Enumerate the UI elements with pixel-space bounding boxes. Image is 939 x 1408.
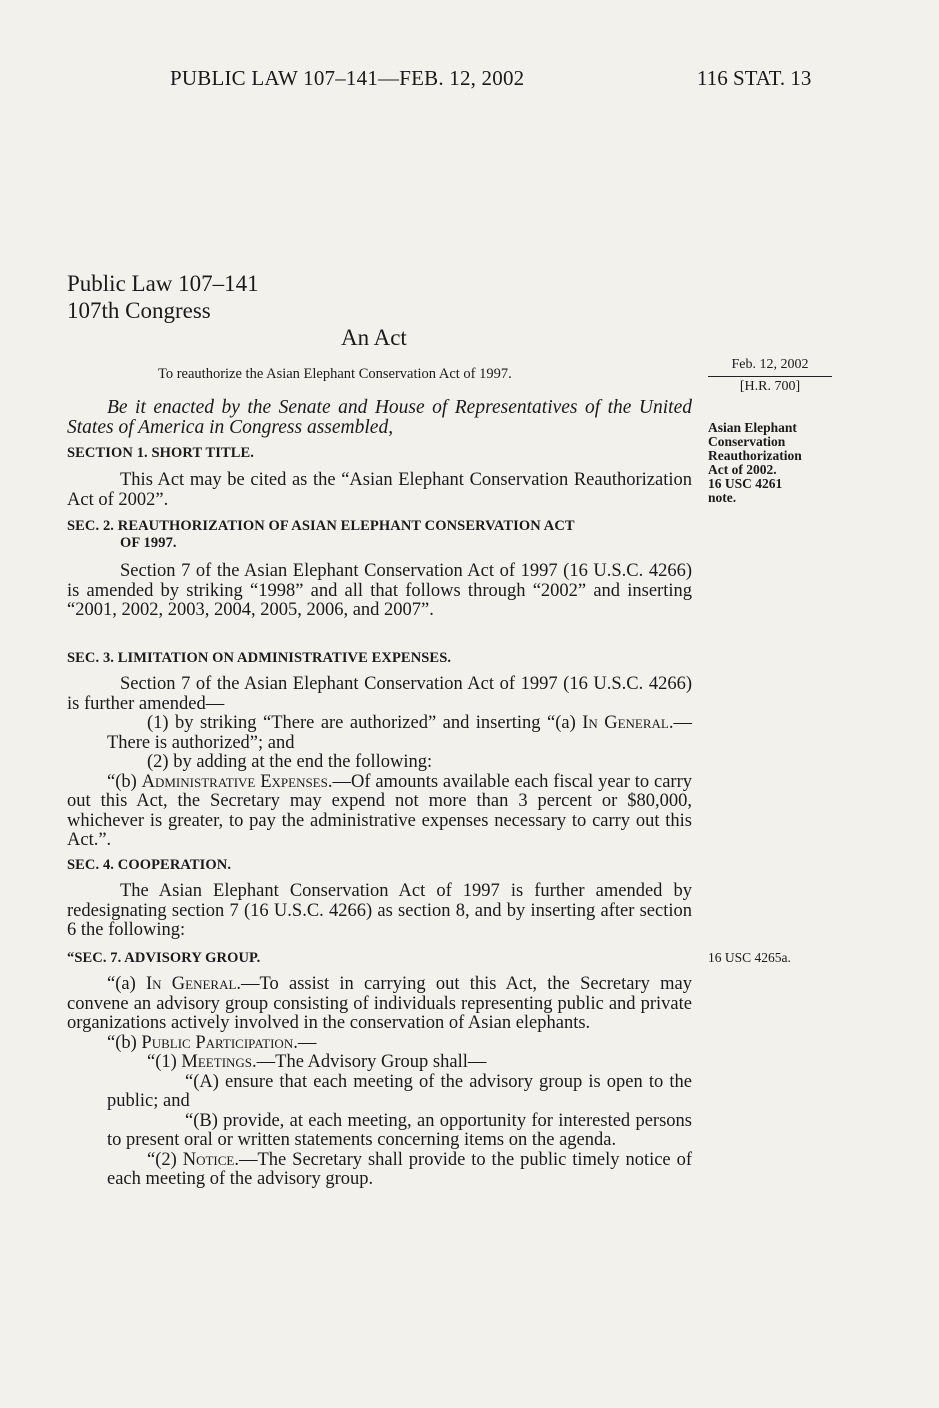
an-act-heading: An Act — [341, 325, 407, 350]
margin-date: Feb. 12, 2002 — [731, 357, 809, 372]
running-head: PUBLIC LAW 107–141—FEB. 12, 2002 — [170, 66, 525, 90]
margin-date-box — [708, 357, 832, 395]
sec7-b2-smallcaps: Notice — [182, 1149, 235, 1170]
section-7-body — [67, 975, 692, 1190]
sec3-subsection-b — [67, 773, 692, 851]
section-2 — [67, 518, 692, 552]
sec2-heading-line2: OF 1997. — [120, 535, 177, 551]
sec3-para-1-text-end: .—There is authorized”; and — [107, 713, 692, 753]
sec3-para-1-smallcaps: In General — [582, 713, 669, 733]
section-4 — [67, 857, 692, 874]
sec7-b-text: .— — [293, 1032, 317, 1053]
section-3 — [67, 650, 692, 667]
sec3-text: Section 7 of the Asian Elephant Conservation Act of 1997 (16 U.S.C. 4266) is further amended— — [67, 674, 692, 714]
sec7-b2-text: .—The Secretary shall provide to the public timely notice of each meeting of the advisory group. — [107, 1149, 692, 1189]
section-2-body — [67, 562, 692, 621]
sec7-subsection-b — [67, 1034, 692, 1054]
sec3-para-1-text: (1) by striking “There are authorized” and inserting “(a) — [147, 713, 576, 733]
congress-number: 107th Congress — [67, 298, 211, 323]
sec3-b-smallcaps: Administrative Expenses — [141, 771, 328, 792]
section-3-body — [67, 675, 692, 851]
margin-note-line: Act of 2002. — [708, 462, 777, 477]
sec1-heading: SECTION 1. SHORT TITLE. — [67, 445, 255, 461]
sec7-b1-open: “(1) — [147, 1052, 182, 1072]
sec7-b1-text: .—The Advisory Group shall— — [252, 1052, 487, 1072]
sec7-b2-open: “(2) — [147, 1149, 183, 1170]
stat-page-number: 116 STAT. 13 — [697, 66, 812, 90]
sec7-a-text: .—To assist in carrying out this Act, the Secretary may convene an advisory group consisting of individuals representing public and private organizations actively involved in the conservation of Asian elephants. — [67, 974, 692, 1033]
public-law-number: Public Law 107–141 — [67, 271, 259, 296]
enacting-clause: Be it enacted by the Senate and House of Representatives of the United States of America in Congress assembled, — [67, 397, 692, 438]
margin-note-line: note. — [708, 490, 737, 505]
sec3-b-open: “(b) — [107, 771, 142, 792]
margin-note-line: Asian Elephant — [708, 420, 797, 435]
sec7-b1-meetings — [67, 1053, 692, 1073]
sec1-text: This Act may be cited as the “Asian Elephant Conservation Reauthorization Act of 2002”. — [67, 470, 692, 510]
section-1-body — [67, 471, 692, 510]
sec2-text: Section 7 of the Asian Elephant Conservation Act of 1997 (16 U.S.C. 4266) is amended by striking “1998” and all that follows through “2002” and inserting “2001, 2002, 2003, 2004, 2005, 2006, and 2007”. — [67, 561, 692, 620]
section-4-body — [67, 882, 692, 941]
sec7-b1-B: “(B) provide, at each meeting, an opportunity for interested persons to present oral or written statements concerning items on the agenda. — [107, 1110, 692, 1150]
margin-rule — [708, 376, 832, 377]
margin-note-short-title — [708, 421, 802, 505]
enacting-clause-block — [67, 398, 692, 438]
margin-note-line: Reauthorization — [708, 448, 802, 463]
sec3-heading: SEC. 3. LIMITATION ON ADMINISTRATIVE EXPENSES. — [67, 650, 452, 666]
section-1 — [67, 445, 692, 462]
sec2-heading-line1: SEC. 2. REAUTHORIZATION OF ASIAN ELEPHANT CONSERVATION ACT — [67, 518, 575, 534]
sec3-para-2: (2) by adding at the end the following: — [147, 752, 433, 772]
sec7-a-open: “(a) — [107, 974, 146, 994]
sec7-heading: “SEC. 7. ADVISORY GROUP. — [67, 950, 261, 966]
sec3-b-text: .—Of amounts available each fiscal year to carry out this Act, the Secretary may expend not more than 3 percent or $80,000, whichever is greater, to pay the administrative expenses necessary to carry out this Act.”. — [67, 771, 692, 850]
sec7-b-smallcaps: Public Participation — [141, 1032, 294, 1053]
margin-bill-number: [H.R. 700] — [739, 379, 801, 394]
sec7-a-smallcaps: In General — [145, 974, 237, 994]
margin-note-sec7: 16 USC 4265a. — [708, 950, 791, 965]
sec7-b-open: “(b) — [107, 1032, 142, 1053]
inserted-section-7 — [67, 950, 692, 967]
sec4-heading: SEC. 4. COOPERATION. — [67, 857, 232, 873]
margin-note-line: Conservation — [708, 434, 786, 449]
sec7-b1-A: “(A) ensure that each meeting of the advisory group is open to the public; and — [107, 1071, 692, 1111]
sec3-para-1 — [67, 714, 692, 753]
sec4-text: The Asian Elephant Conservation Act of 1997 is further amended by redesignating section 7 (16 U.S.C. 4266) as section 8, and by inserting after section 6 the following: — [67, 881, 692, 940]
sec7-b1-smallcaps: Meetings — [181, 1052, 253, 1072]
margin-note-line: 16 USC 4261 — [708, 476, 783, 491]
sec7-b2-notice — [67, 1151, 692, 1190]
sec7-subsection-a — [67, 975, 692, 1034]
act-purpose: To reauthorize the Asian Elephant Conservation Act of 1997. — [158, 366, 512, 382]
